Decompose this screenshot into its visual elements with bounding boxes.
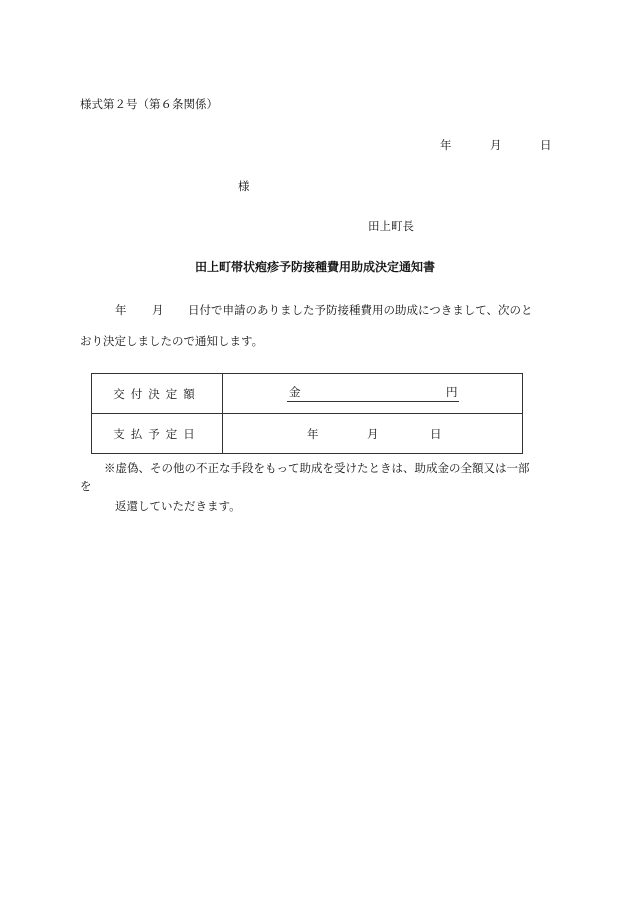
date-year: 年 bbox=[440, 138, 452, 152]
amount-unit: 円 bbox=[446, 385, 458, 399]
date-day: 日 bbox=[540, 138, 552, 152]
payment-date-label: 支払予定日 bbox=[92, 414, 223, 454]
amount-underline bbox=[287, 384, 459, 402]
payment-year: 年 bbox=[307, 427, 319, 441]
body-line-2: おり決定しましたので通知します。 bbox=[80, 334, 264, 348]
table-row bbox=[92, 374, 523, 414]
grant-amount-label: 交付決定額 bbox=[92, 374, 223, 414]
body-text: 日付で申請のありました予防接種費用の助成につきまして、次のと bbox=[188, 303, 533, 317]
payment-date-value bbox=[223, 414, 523, 454]
grant-table bbox=[91, 373, 523, 454]
grant-amount-value bbox=[223, 374, 523, 414]
body-month: 月 bbox=[152, 303, 164, 317]
body-year: 年 bbox=[115, 303, 127, 317]
note-line-1: ※虚偽、その他の不正な手段をもって助成を受けたときは、助成金の全額又は一部 bbox=[104, 461, 530, 475]
issuer: 田上町長 bbox=[368, 219, 414, 233]
document-title: 田上町帯状疱疹予防接種費用助成決定通知書 bbox=[194, 260, 435, 274]
table-row bbox=[92, 414, 523, 454]
amount-prefix: 金 bbox=[289, 385, 301, 399]
form-number: 様式第２号（第６条関係） bbox=[80, 97, 218, 111]
note-line-2: を bbox=[80, 479, 92, 493]
addressee-suffix: 様 bbox=[238, 179, 250, 193]
note-line-3: 返還していただきます。 bbox=[115, 499, 241, 513]
payment-day: 日 bbox=[430, 427, 442, 441]
payment-month: 月 bbox=[367, 427, 379, 441]
date-month: 月 bbox=[490, 138, 502, 152]
